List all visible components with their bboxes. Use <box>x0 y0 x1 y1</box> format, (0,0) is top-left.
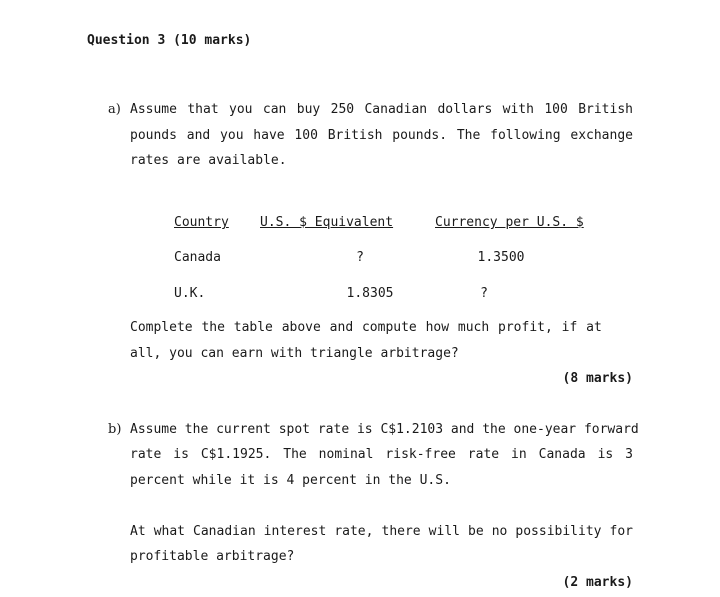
part-b-line-2: rate is C$1.1925. The nominal risk-free rate in Canada is 3 <box>130 447 633 462</box>
table-cell-country: U.K. <box>174 286 206 301</box>
table-cell-usd-equivalent: ? <box>356 250 364 265</box>
part-b-marks: (2 marks) <box>562 575 633 590</box>
part-b-question-line-2: profitable arbitrage? <box>130 549 295 564</box>
table-cell-currency-per-usd: 1.3500 <box>477 250 525 265</box>
part-b-question-line-1: At what Canadian interest rate, there will be no possibility for <box>130 524 633 539</box>
part-b-line-3: percent while it is 4 percent in the U.S. <box>130 473 451 488</box>
part-a-line-3: rates are available. <box>130 153 287 168</box>
question-title: Question 3 (10 marks) <box>87 33 252 48</box>
table-cell-country: Canada <box>174 250 221 265</box>
part-a-question-line-2: all, you can earn with triangle arbitrage? <box>130 346 459 361</box>
part-b-label: b) <box>108 422 122 437</box>
part-a-marks: (8 marks) <box>562 371 633 386</box>
part-a-line-1: Assume that you can buy 250 Canadian dollars with 100 British <box>130 102 633 117</box>
part-a-line-2: pounds and you have 100 British pounds. The following exchange <box>130 128 633 143</box>
table-cell-currency-per-usd: ? <box>480 286 488 301</box>
table-cell-usd-equivalent: 1.8305 <box>346 286 394 301</box>
table-header-country: Country <box>174 215 229 230</box>
part-b-line-1: Assume the current spot rate is C$1.2103 and the one-year forward <box>130 422 639 437</box>
part-a-question-line-1: Complete the table above and compute how much profit, if at <box>130 320 602 335</box>
part-a-label: a) <box>108 102 121 117</box>
table-header-currency-per-usd: Currency per U.S. $ <box>435 215 584 230</box>
table-header-usd-equivalent: U.S. $ Equivalent <box>260 215 394 230</box>
